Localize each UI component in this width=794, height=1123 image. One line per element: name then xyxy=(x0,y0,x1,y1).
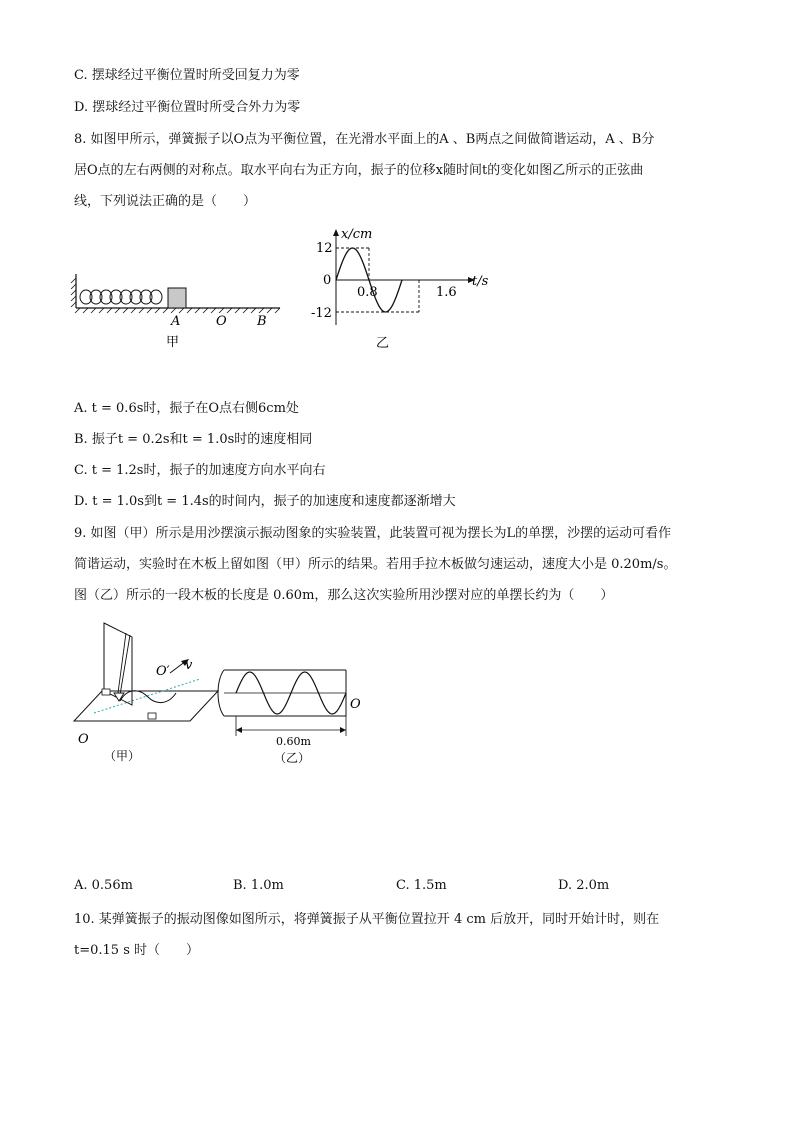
q8-x-tick-0-8: 0.8 xyxy=(357,285,378,300)
q8-caption-yi: 乙 xyxy=(376,336,390,351)
q8-figure-yi xyxy=(308,226,508,352)
q8-caption-jia: 甲 xyxy=(166,335,180,350)
q10-stem-line-1: 10. 某弹簧振子的振动图像如图所示，将弹簧振子从平衡位置拉开 4 cm 后放开，同时开始计时，则在 xyxy=(74,912,660,927)
q8-option-a: A. t = 0.6s时，振子在O点右侧6cm处 xyxy=(74,401,299,416)
q9-length-label: 0.60m xyxy=(276,735,311,748)
q9-label-v: v xyxy=(185,658,193,673)
q8-label-b: B xyxy=(257,314,267,329)
q9-stem-line-3: 图（乙）所示的一段木板的长度是 0.60m，那么这次实验所用沙摆对应的单摆长约为（ ） xyxy=(74,588,614,603)
q8-label-a: A xyxy=(171,314,181,329)
q8-stem-line-1: 8. 如图甲所示，弹簧振子以O点为平衡位置，在光滑水平面上的A 、B两点之间做简谐运动，A 、B分 xyxy=(74,132,655,147)
q8-stem-line-3: 线，下列说法正确的是（ ） xyxy=(74,194,257,209)
q8-option-d: D. t = 1.0s到t = 1.4s的时间内，振子的加速度和速度都逐渐增大 xyxy=(74,494,456,509)
q8-option-b: B. 振子t = 0.2s和t = 1.0s时的速度相同 xyxy=(74,432,313,447)
q8-y-axis-label: x/cm xyxy=(341,227,373,242)
q9-caption-yi: （乙） xyxy=(274,751,311,765)
q9-caption-jia: （甲） xyxy=(104,749,141,763)
q9-label-o-prime: O′ xyxy=(156,664,170,679)
q9-stem-line-2: 简谐运动，实验时在木板上留如图（甲）所示的结果。若用手拉木板做匀速运动，速度大小是 0.20m/s。 xyxy=(74,557,677,572)
q8-y-tick-12: 12 xyxy=(316,241,333,256)
q9-label-end-o: O xyxy=(350,697,361,712)
q9-label-o: O xyxy=(78,732,89,747)
q8-origin-label: 0 xyxy=(323,273,332,288)
q10-stem-line-2: t=0.15 s 时（ ） xyxy=(74,943,199,958)
q8-x-tick-1-6: 1.6 xyxy=(436,285,457,300)
q8-label-o: O xyxy=(216,314,227,329)
q7-option-d: D. 摆球经过平衡位置时所受合外力为零 xyxy=(74,100,301,115)
q9-stem-line-1: 9. 如图（甲）所示是用沙摆演示振动图象的实验装置，此装置可视为摆长为L的单摆，沙摆的运动可看作 xyxy=(74,526,672,541)
q9-option-a: A. 0.56m xyxy=(74,878,133,893)
q8-stem-line-2: 居O点的左右两侧的对称点。取水平向右为正方向，振子的位移x随时间t的变化如图乙所示的正弦曲 xyxy=(74,163,644,178)
q8-x-axis-label: t/s xyxy=(472,274,489,289)
q8-y-tick-neg12: -12 xyxy=(311,306,332,321)
q8-figure-jia xyxy=(68,268,288,358)
q9-figure-jia xyxy=(70,617,220,767)
q7-option-c: C. 摆球经过平衡位置时所受回复力为零 xyxy=(74,68,300,83)
q8-option-c: C. t = 1.2s时，振子的加速度方向水平向右 xyxy=(74,463,326,478)
q9-options xyxy=(74,878,714,898)
q9-figure-yi xyxy=(214,666,374,770)
q9-option-d: D. 2.0m xyxy=(558,878,610,893)
q9-option-b: B. 1.0m xyxy=(233,878,284,893)
q9-option-c: C. 1.5m xyxy=(396,878,447,893)
